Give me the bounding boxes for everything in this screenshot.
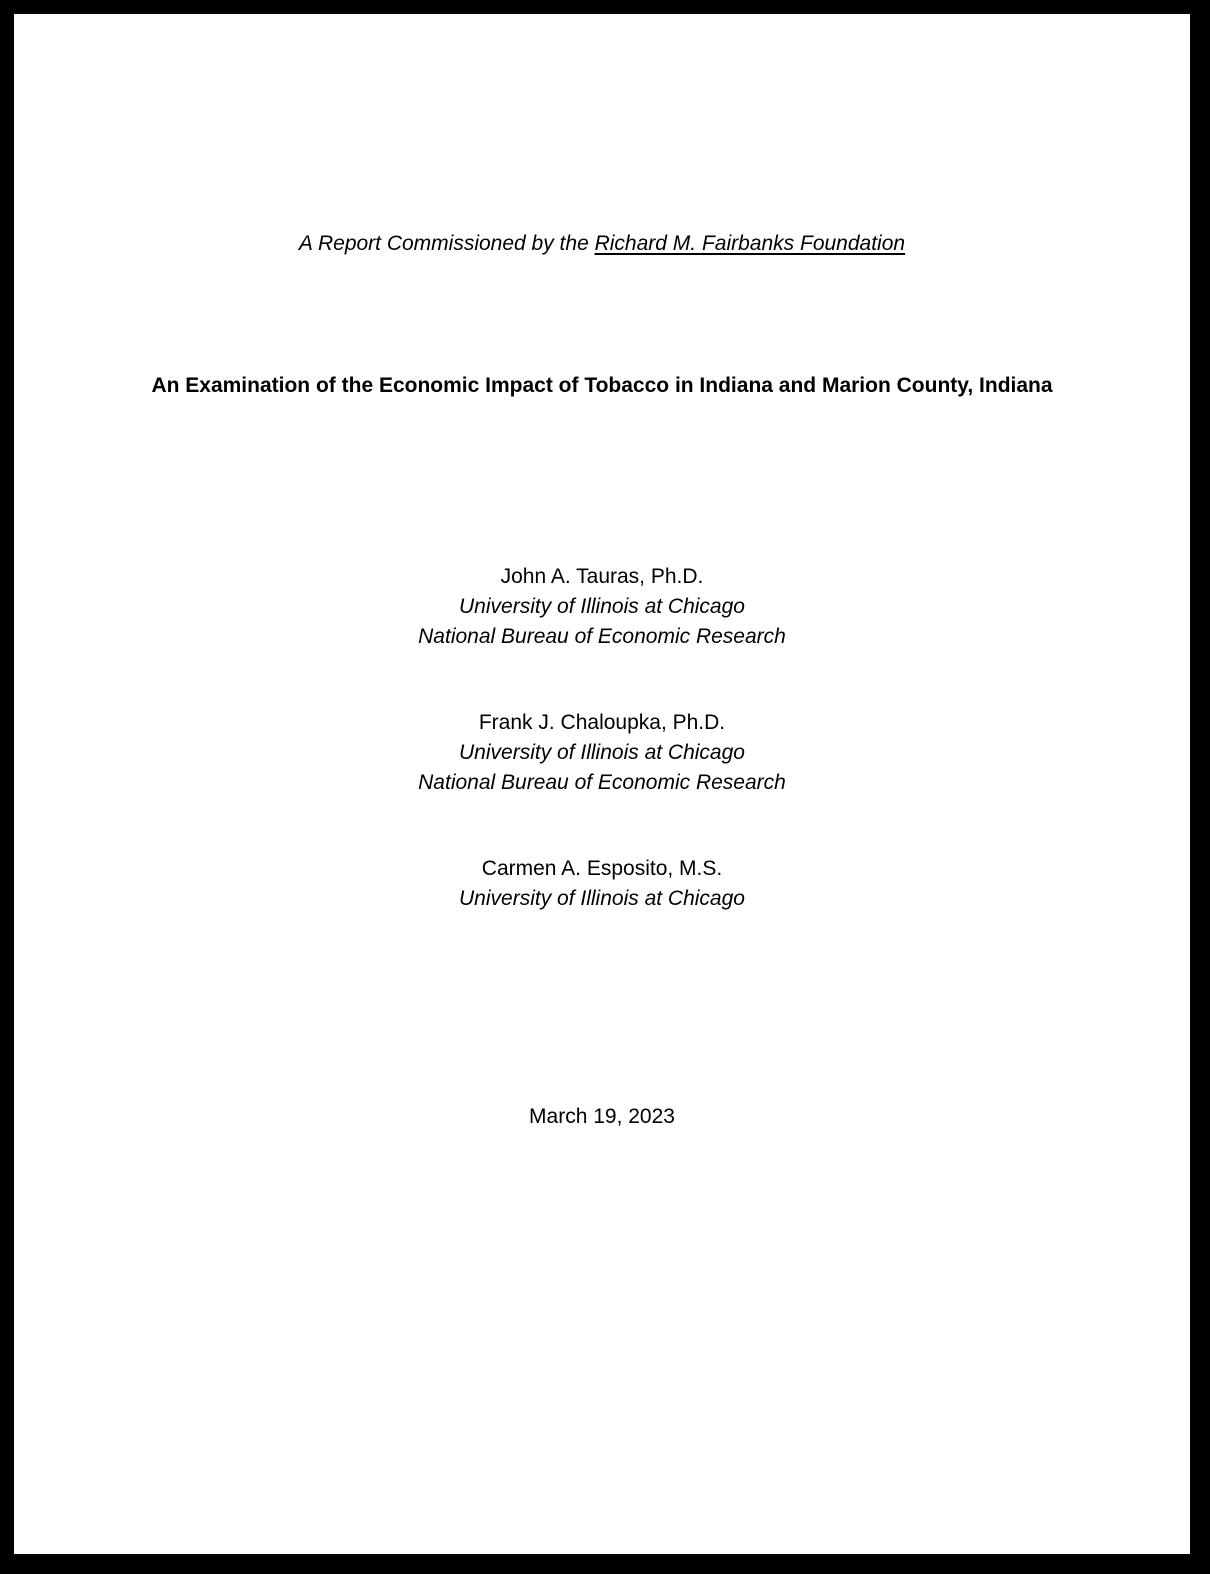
author-name: Frank J. Chaloupka, Ph.D. <box>478 711 726 734</box>
report-date: March 19, 2023 <box>529 1105 675 1128</box>
author-affiliation: National Bureau of Economic Research <box>418 625 786 648</box>
report-title: An Examination of the Economic Impact of Tobacco in Indiana and Marion County, Indiana <box>151 374 1053 397</box>
author-block-2 <box>14 708 1190 798</box>
author-affiliation: National Bureau of Economic Research <box>418 771 786 794</box>
author-name: Carmen A. Esposito, M.S. <box>481 857 723 880</box>
author-block-3 <box>14 854 1190 914</box>
author-affiliation: University of Illinois at Chicago <box>459 595 745 618</box>
author-affiliation: University of Illinois at Chicago <box>459 741 745 764</box>
author-block-1 <box>14 562 1190 652</box>
commission-line <box>14 229 1190 259</box>
commission-prefix: A Report Commissioned by the <box>298 232 595 255</box>
author-name: John A. Tauras, Ph.D. <box>500 565 704 588</box>
document-page <box>14 14 1190 1554</box>
foundation-link[interactable]: Richard M. Fairbanks Foundation <box>594 232 906 255</box>
author-affiliation: University of Illinois at Chicago <box>459 887 745 910</box>
